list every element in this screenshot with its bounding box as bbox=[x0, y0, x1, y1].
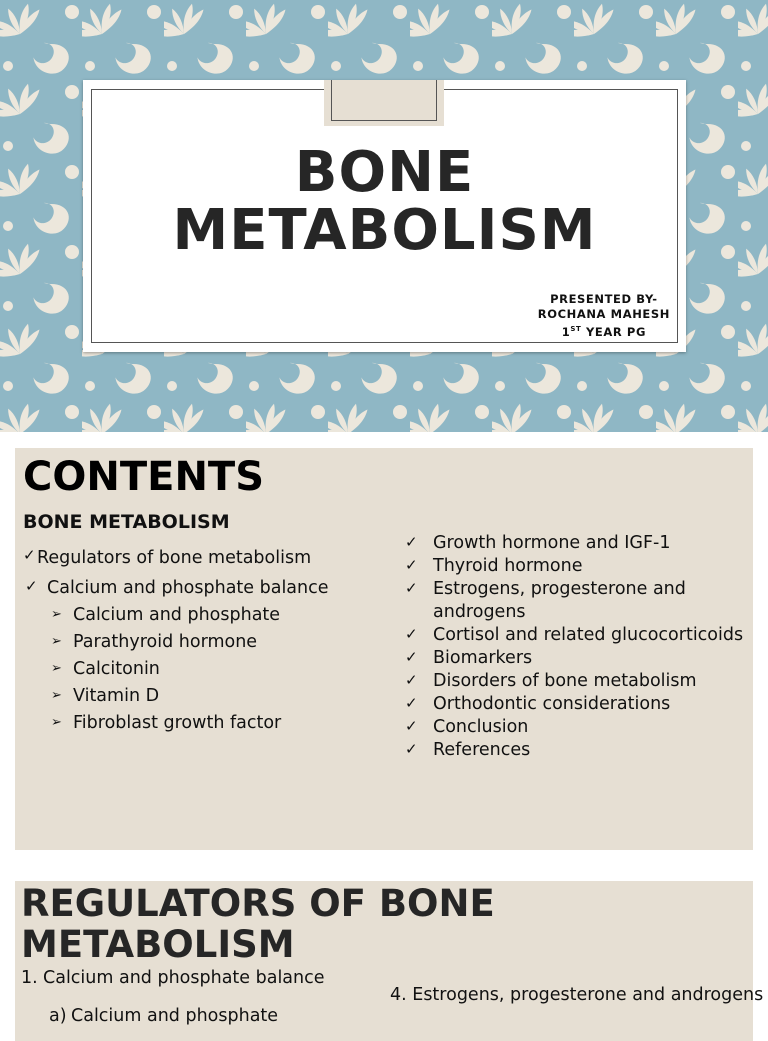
list-item bbox=[23, 542, 393, 573]
list-item bbox=[405, 624, 750, 647]
contents-right-column bbox=[405, 532, 750, 762]
list-item bbox=[405, 693, 750, 716]
list-item-text: Calcium and phosphate balance bbox=[47, 578, 329, 598]
list-item-text: Growth hormone and IGF-1 bbox=[433, 533, 671, 553]
arrow-bullet-icon: ➢ bbox=[51, 715, 62, 730]
sub-list-item bbox=[23, 602, 393, 629]
list-item-text: Orthodontic considerations bbox=[433, 694, 671, 714]
title-card bbox=[83, 80, 686, 352]
arrow-bullet-icon: ➢ bbox=[51, 607, 62, 622]
list-item-text: References bbox=[433, 740, 531, 760]
list-item-text: Regulators of bone metabolism bbox=[37, 548, 312, 568]
check-icon: ✓ bbox=[405, 717, 418, 735]
check-icon: ✓ bbox=[25, 577, 38, 595]
presenter-block bbox=[538, 292, 670, 340]
check-icon: ✓ bbox=[405, 533, 418, 551]
presenter-name: ROCHANA MAHESH bbox=[537, 307, 670, 321]
list-item-text: Biomarkers bbox=[433, 648, 533, 668]
year-rest: YEAR PG bbox=[581, 324, 646, 339]
list-item bbox=[405, 578, 750, 624]
list-item-text: Calcium and phosphate balance bbox=[43, 968, 325, 988]
list-item bbox=[405, 716, 750, 739]
item-letter: a) bbox=[49, 1006, 67, 1026]
sub-list-item bbox=[23, 629, 393, 656]
check-icon: ✓ bbox=[405, 579, 418, 597]
list-item bbox=[23, 573, 393, 602]
title-slide bbox=[0, 0, 768, 432]
check-icon: ✓ bbox=[23, 546, 36, 564]
list-item bbox=[405, 647, 750, 670]
list-item-text: Estrogens, progesterone and androgens bbox=[433, 579, 686, 622]
regulators-right-column: 4. Estrogens, progesterone and androgens bbox=[390, 985, 764, 1005]
check-icon: ✓ bbox=[405, 556, 418, 574]
check-icon: ✓ bbox=[405, 694, 418, 712]
list-item-text: Conclusion bbox=[433, 717, 529, 737]
sub-list-item bbox=[21, 1004, 325, 1028]
list-item-text: Fibroblast growth factor bbox=[73, 713, 282, 733]
year-suffix: ST bbox=[570, 325, 582, 333]
list-item-text: Parathyroid hormone bbox=[73, 632, 258, 652]
check-icon: ✓ bbox=[405, 625, 418, 643]
presenter-year bbox=[538, 322, 670, 340]
presentation-title bbox=[83, 140, 686, 263]
regulators-heading: REGULATORS OF BONE METABOLISM bbox=[21, 882, 495, 966]
arrow-bullet-icon: ➢ bbox=[51, 634, 62, 649]
list-item bbox=[405, 739, 750, 762]
item-number: 1. bbox=[21, 968, 38, 988]
list-item-text: Calcitonin bbox=[73, 659, 160, 679]
decorative-tab-border bbox=[331, 80, 437, 121]
check-icon: ✓ bbox=[405, 671, 418, 689]
list-item-text: Thyroid hormone bbox=[433, 556, 583, 576]
title-line-2: METABOLISM bbox=[172, 198, 597, 263]
contents-left-column bbox=[23, 542, 393, 737]
list-item-text: Vitamin D bbox=[73, 686, 160, 706]
contents-subheading: BONE METABOLISM bbox=[23, 511, 230, 533]
title-line-1: BONE bbox=[294, 140, 475, 205]
list-item-text: Cortisol and related glucocorticoids bbox=[433, 625, 744, 645]
regulators-slide bbox=[15, 881, 764, 1041]
check-icon: ✓ bbox=[405, 740, 418, 758]
year-number: 1 bbox=[561, 324, 571, 339]
list-item-text: Calcium and phosphate bbox=[71, 1006, 279, 1026]
presented-by-label: PRESENTED BY- bbox=[550, 292, 658, 306]
sub-list-item bbox=[23, 710, 393, 737]
decorative-tab bbox=[324, 80, 444, 126]
arrow-bullet-icon: ➢ bbox=[51, 688, 62, 703]
sub-list-item bbox=[23, 656, 393, 683]
list-item bbox=[405, 532, 750, 555]
list-item-text: Calcium and phosphate bbox=[73, 605, 281, 625]
list-item bbox=[405, 555, 750, 578]
list-item bbox=[21, 966, 325, 990]
regulators-left-column bbox=[21, 966, 325, 1028]
list-item-text: Disorders of bone metabolism bbox=[433, 671, 697, 691]
check-icon: ✓ bbox=[405, 648, 418, 666]
arrow-bullet-icon: ➢ bbox=[51, 661, 62, 676]
sub-list-item bbox=[23, 683, 393, 710]
contents-slide bbox=[15, 448, 753, 850]
list-item bbox=[405, 670, 750, 693]
contents-heading: CONTENTS bbox=[23, 454, 265, 500]
